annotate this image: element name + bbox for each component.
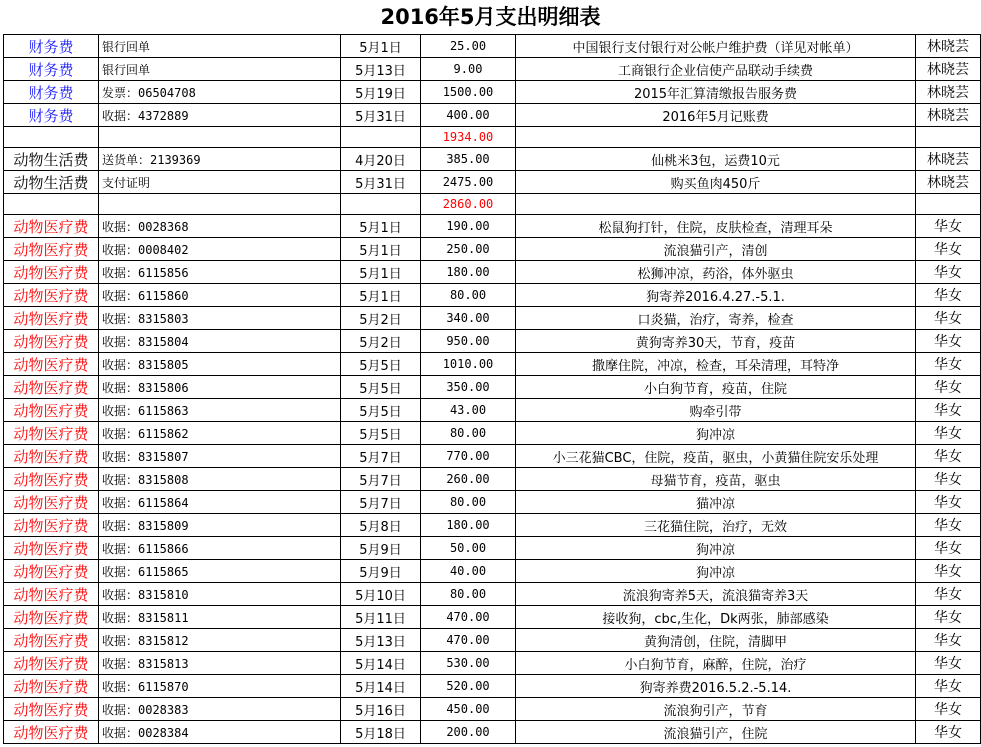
date-cell[interactable]: 5月5日	[341, 353, 421, 376]
handler-cell[interactable]: 华女	[916, 560, 981, 583]
document-cell[interactable]	[99, 194, 341, 215]
date-cell[interactable]	[341, 127, 421, 148]
date-cell[interactable]: 5月1日	[341, 35, 421, 58]
subtotal-amount-cell[interactable]: 1934.00	[421, 127, 516, 148]
table-row	[4, 629, 981, 652]
table-row	[4, 307, 981, 330]
handler-cell[interactable]: 林晓芸	[916, 81, 981, 104]
subtotal-row	[4, 194, 981, 215]
category-cell[interactable]	[4, 194, 99, 215]
date-cell[interactable]: 4月20日	[341, 148, 421, 171]
date-cell[interactable]: 5月11日	[341, 606, 421, 629]
expense-table	[3, 34, 981, 744]
document-cell[interactable]: 收据：8315806	[99, 376, 341, 399]
description-cell[interactable]: 仙桃米3包，运费10元	[516, 148, 916, 171]
document-cell[interactable]: 收据：0028368	[99, 215, 341, 238]
amount-cell[interactable]: 80.00	[421, 491, 516, 514]
category-cell[interactable]: 动物医疗费	[4, 376, 99, 399]
amount-cell[interactable]: 25.00	[421, 35, 516, 58]
category-cell[interactable]: 动物医疗费	[4, 629, 99, 652]
subtotal-row	[4, 127, 981, 148]
sheet-title: 2016年5月支出明细表	[380, 5, 601, 29]
description-cell[interactable]: 购牵引带	[516, 399, 916, 422]
description-cell[interactable]: 黄狗清创，住院，清脚甲	[516, 629, 916, 652]
description-cell[interactable]: 松鼠狗打针，住院，皮肤检查，清理耳朵	[516, 215, 916, 238]
handler-cell[interactable]: 华女	[916, 675, 981, 698]
amount-cell[interactable]: 50.00	[421, 537, 516, 560]
description-cell[interactable]: 小三花猫CBC，住院，疫苗，驱虫，小黄猫住院安乐处理	[516, 445, 916, 468]
table-row	[4, 468, 981, 491]
table-row	[4, 104, 981, 127]
category-cell[interactable]: 动物医疗费	[4, 215, 99, 238]
amount-cell[interactable]: 1010.00	[421, 353, 516, 376]
category-cell[interactable]: 动物医疗费	[4, 399, 99, 422]
handler-cell[interactable]: 华女	[916, 422, 981, 445]
date-cell[interactable]: 5月5日	[341, 422, 421, 445]
date-cell[interactable]: 5月2日	[341, 330, 421, 353]
handler-cell[interactable]: 林晓芸	[916, 104, 981, 127]
category-cell[interactable]: 财务费	[4, 35, 99, 58]
document-cell[interactable]: 收据：6115870	[99, 675, 341, 698]
date-cell[interactable]	[341, 194, 421, 215]
category-cell[interactable]: 动物医疗费	[4, 514, 99, 537]
handler-cell[interactable]: 华女	[916, 514, 981, 537]
category-cell[interactable]: 动物医疗费	[4, 238, 99, 261]
table-row	[4, 81, 981, 104]
description-cell[interactable]: 流浪猫引产，清创	[516, 238, 916, 261]
table-row	[4, 698, 981, 721]
table-row	[4, 261, 981, 284]
category-cell[interactable]: 动物医疗费	[4, 330, 99, 353]
category-cell[interactable]: 动物医疗费	[4, 675, 99, 698]
category-cell[interactable]: 动物医疗费	[4, 422, 99, 445]
date-cell[interactable]: 5月16日	[341, 698, 421, 721]
amount-cell[interactable]: 770.00	[421, 445, 516, 468]
document-cell[interactable]: 收据：4372889	[99, 104, 341, 127]
category-cell[interactable]: 动物医疗费	[4, 652, 99, 675]
date-cell[interactable]: 5月9日	[341, 560, 421, 583]
document-cell[interactable]: 收据：6115864	[99, 491, 341, 514]
description-cell[interactable]: 狗寄养2016.4.27.-5.1.	[516, 284, 916, 307]
document-cell[interactable]: 收据：8315805	[99, 353, 341, 376]
document-cell[interactable]: 银行回单	[99, 35, 341, 58]
document-cell[interactable]: 银行回单	[99, 58, 341, 81]
handler-cell[interactable]: 华女	[916, 606, 981, 629]
document-cell[interactable]: 收据：6115866	[99, 537, 341, 560]
amount-cell[interactable]: 470.00	[421, 606, 516, 629]
description-cell[interactable]: 中国银行支付银行对公帐户维护费（详见对帐单）	[516, 35, 916, 58]
description-cell[interactable]: 撒摩住院，冲凉，检查，耳朵清理，耳特净	[516, 353, 916, 376]
date-cell[interactable]: 5月14日	[341, 675, 421, 698]
handler-cell[interactable]: 华女	[916, 698, 981, 721]
document-cell[interactable]: 收据：8315803	[99, 307, 341, 330]
table-row	[4, 445, 981, 468]
table-row	[4, 215, 981, 238]
document-cell[interactable]	[99, 127, 341, 148]
handler-cell[interactable]: 林晓芸	[916, 58, 981, 81]
table-row	[4, 148, 981, 171]
document-cell[interactable]: 收据：8315808	[99, 468, 341, 491]
table-row	[4, 422, 981, 445]
description-cell[interactable]: 狗冲凉	[516, 422, 916, 445]
document-cell[interactable]: 发票：06504708	[99, 81, 341, 104]
document-cell[interactable]: 支付证明	[99, 171, 341, 194]
amount-cell[interactable]: 520.00	[421, 675, 516, 698]
amount-cell[interactable]: 450.00	[421, 698, 516, 721]
description-cell[interactable]: 2016年5月记账费	[516, 104, 916, 127]
description-cell[interactable]: 松狮冲凉，药浴，体外驱虫	[516, 261, 916, 284]
description-cell[interactable]: 母猫节育，疫苗，驱虫	[516, 468, 916, 491]
description-cell[interactable]: 小白狗节育，疫苗，住院	[516, 376, 916, 399]
table-row	[4, 353, 981, 376]
category-cell[interactable]: 动物医疗费	[4, 307, 99, 330]
date-cell[interactable]: 5月9日	[341, 537, 421, 560]
amount-cell[interactable]: 950.00	[421, 330, 516, 353]
date-cell[interactable]: 5月1日	[341, 261, 421, 284]
description-cell[interactable]: 2015年汇算清缴报告服务费	[516, 81, 916, 104]
category-cell[interactable]: 财务费	[4, 81, 99, 104]
amount-cell[interactable]: 385.00	[421, 148, 516, 171]
date-cell[interactable]: 5月1日	[341, 284, 421, 307]
handler-cell[interactable]: 华女	[916, 284, 981, 307]
date-cell[interactable]: 5月5日	[341, 376, 421, 399]
category-cell[interactable]: 财务费	[4, 104, 99, 127]
category-cell[interactable]: 动物医疗费	[4, 721, 99, 744]
date-cell[interactable]: 5月8日	[341, 514, 421, 537]
date-cell[interactable]: 5月19日	[341, 81, 421, 104]
amount-cell[interactable]: 180.00	[421, 261, 516, 284]
handler-cell[interactable]: 林晓芸	[916, 148, 981, 171]
document-cell[interactable]: 收据：6115862	[99, 422, 341, 445]
document-cell[interactable]: 收据：8315809	[99, 514, 341, 537]
description-cell[interactable]: 流浪猫引产，住院	[516, 721, 916, 744]
handler-cell[interactable]: 林晓芸	[916, 35, 981, 58]
document-cell[interactable]: 送货单：2139369	[99, 148, 341, 171]
category-cell[interactable]: 动物医疗费	[4, 583, 99, 606]
table-row	[4, 560, 981, 583]
amount-cell[interactable]: 350.00	[421, 376, 516, 399]
table-row	[4, 537, 981, 560]
description-cell[interactable]: 三花猫住院，治疗，无效	[516, 514, 916, 537]
amount-cell[interactable]: 2475.00	[421, 171, 516, 194]
description-cell[interactable]: 购买鱼肉450斤	[516, 171, 916, 194]
handler-cell[interactable]: 华女	[916, 353, 981, 376]
document-cell[interactable]: 收据：8315812	[99, 629, 341, 652]
handler-cell[interactable]: 华女	[916, 491, 981, 514]
handler-cell[interactable]: 华女	[916, 652, 981, 675]
amount-cell[interactable]: 40.00	[421, 560, 516, 583]
category-cell[interactable]: 动物医疗费	[4, 606, 99, 629]
description-cell[interactable]: 工商银行企业信使产品联动手续费	[516, 58, 916, 81]
date-cell[interactable]: 5月31日	[341, 171, 421, 194]
table-row	[4, 376, 981, 399]
description-cell[interactable]: 接收狗，cbc,生化，Dk两张，肺部感染	[516, 606, 916, 629]
category-cell[interactable]: 动物生活费	[4, 171, 99, 194]
category-cell[interactable]: 动物医疗费	[4, 284, 99, 307]
description-cell[interactable]: 狗寄养费2016.5.2.-5.14.	[516, 675, 916, 698]
table-row	[4, 606, 981, 629]
amount-cell[interactable]: 80.00	[421, 422, 516, 445]
category-cell[interactable]: 动物医疗费	[4, 698, 99, 721]
date-cell[interactable]: 5月7日	[341, 491, 421, 514]
handler-cell[interactable]: 华女	[916, 307, 981, 330]
table-row	[4, 675, 981, 698]
document-cell[interactable]: 收据：8315813	[99, 652, 341, 675]
description-cell[interactable]: 口炎猫，治疗，寄养，检查	[516, 307, 916, 330]
date-cell[interactable]: 5月7日	[341, 445, 421, 468]
category-cell[interactable]: 动物医疗费	[4, 491, 99, 514]
date-cell[interactable]: 5月2日	[341, 307, 421, 330]
document-cell[interactable]: 收据：8315804	[99, 330, 341, 353]
handler-cell[interactable]: 华女	[916, 468, 981, 491]
handler-cell[interactable]	[916, 127, 981, 148]
date-cell[interactable]: 5月7日	[341, 468, 421, 491]
description-cell[interactable]	[516, 194, 916, 215]
amount-cell[interactable]: 250.00	[421, 238, 516, 261]
table-row	[4, 583, 981, 606]
description-cell[interactable]	[516, 127, 916, 148]
document-cell[interactable]: 收据：8315807	[99, 445, 341, 468]
handler-cell[interactable]: 华女	[916, 261, 981, 284]
amount-cell[interactable]: 200.00	[421, 721, 516, 744]
amount-cell[interactable]: 9.00	[421, 58, 516, 81]
document-cell[interactable]: 收据：6115863	[99, 399, 341, 422]
document-cell[interactable]: 收据：0008402	[99, 238, 341, 261]
date-cell[interactable]: 5月31日	[341, 104, 421, 127]
handler-cell[interactable]: 华女	[916, 445, 981, 468]
handler-cell[interactable]: 华女	[916, 238, 981, 261]
expense-table-body	[4, 35, 981, 744]
amount-cell[interactable]: 180.00	[421, 514, 516, 537]
table-row	[4, 330, 981, 353]
amount-cell[interactable]: 260.00	[421, 468, 516, 491]
date-cell[interactable]: 5月1日	[341, 238, 421, 261]
date-cell[interactable]: 5月14日	[341, 652, 421, 675]
category-cell[interactable]: 动物医疗费	[4, 468, 99, 491]
category-cell[interactable]: 动物医疗费	[4, 560, 99, 583]
document-cell[interactable]: 收据：0028384	[99, 721, 341, 744]
description-cell[interactable]: 黄狗寄养30天，节育，疫苗	[516, 330, 916, 353]
amount-cell[interactable]: 340.00	[421, 307, 516, 330]
category-cell[interactable]	[4, 127, 99, 148]
description-cell[interactable]: 小白狗节育，麻醉，住院，治疗	[516, 652, 916, 675]
document-cell[interactable]: 收据：8315811	[99, 606, 341, 629]
date-cell[interactable]: 5月13日	[341, 58, 421, 81]
handler-cell[interactable]: 林晓芸	[916, 171, 981, 194]
date-cell[interactable]: 5月1日	[341, 215, 421, 238]
document-cell[interactable]: 收据：0028383	[99, 698, 341, 721]
table-row	[4, 721, 981, 744]
amount-cell[interactable]: 1500.00	[421, 81, 516, 104]
table-row	[4, 35, 981, 58]
category-cell[interactable]: 财务费	[4, 58, 99, 81]
handler-cell[interactable]: 华女	[916, 583, 981, 606]
date-cell[interactable]: 5月13日	[341, 629, 421, 652]
table-row	[4, 238, 981, 261]
description-cell[interactable]: 流浪狗引产，节育	[516, 698, 916, 721]
category-cell[interactable]: 动物生活费	[4, 148, 99, 171]
category-cell[interactable]: 动物医疗费	[4, 261, 99, 284]
description-cell[interactable]: 狗冲凉	[516, 537, 916, 560]
description-cell[interactable]: 狗冲凉	[516, 560, 916, 583]
description-cell[interactable]: 流浪狗寄养5天，流浪猫寄养3天	[516, 583, 916, 606]
amount-cell[interactable]: 190.00	[421, 215, 516, 238]
document-cell[interactable]: 收据：6115856	[99, 261, 341, 284]
amount-cell[interactable]: 80.00	[421, 583, 516, 606]
category-cell[interactable]: 动物医疗费	[4, 537, 99, 560]
date-cell[interactable]: 5月18日	[341, 721, 421, 744]
subtotal-amount-cell[interactable]: 2860.00	[421, 194, 516, 215]
handler-cell[interactable]: 华女	[916, 629, 981, 652]
document-cell[interactable]: 收据：6115865	[99, 560, 341, 583]
handler-cell[interactable]	[916, 194, 981, 215]
handler-cell[interactable]: 华女	[916, 330, 981, 353]
table-row	[4, 284, 981, 307]
date-cell[interactable]: 5月5日	[341, 399, 421, 422]
handler-cell[interactable]: 华女	[916, 537, 981, 560]
table-row	[4, 399, 981, 422]
document-cell[interactable]: 收据：6115860	[99, 284, 341, 307]
handler-cell[interactable]: 华女	[916, 399, 981, 422]
category-cell[interactable]: 动物医疗费	[4, 353, 99, 376]
handler-cell[interactable]: 华女	[916, 215, 981, 238]
table-row	[4, 652, 981, 675]
category-cell[interactable]: 动物医疗费	[4, 445, 99, 468]
amount-cell[interactable]: 43.00	[421, 399, 516, 422]
table-row	[4, 514, 981, 537]
date-cell[interactable]: 5月10日	[341, 583, 421, 606]
table-row	[4, 491, 981, 514]
handler-cell[interactable]: 华女	[916, 376, 981, 399]
table-row	[4, 171, 981, 194]
document-cell[interactable]: 收据：8315810	[99, 583, 341, 606]
amount-cell[interactable]: 470.00	[421, 629, 516, 652]
amount-cell[interactable]: 530.00	[421, 652, 516, 675]
handler-cell[interactable]: 华女	[916, 721, 981, 744]
table-row	[4, 58, 981, 81]
amount-cell[interactable]: 80.00	[421, 284, 516, 307]
amount-cell[interactable]: 400.00	[421, 104, 516, 127]
description-cell[interactable]: 猫冲凉	[516, 491, 916, 514]
